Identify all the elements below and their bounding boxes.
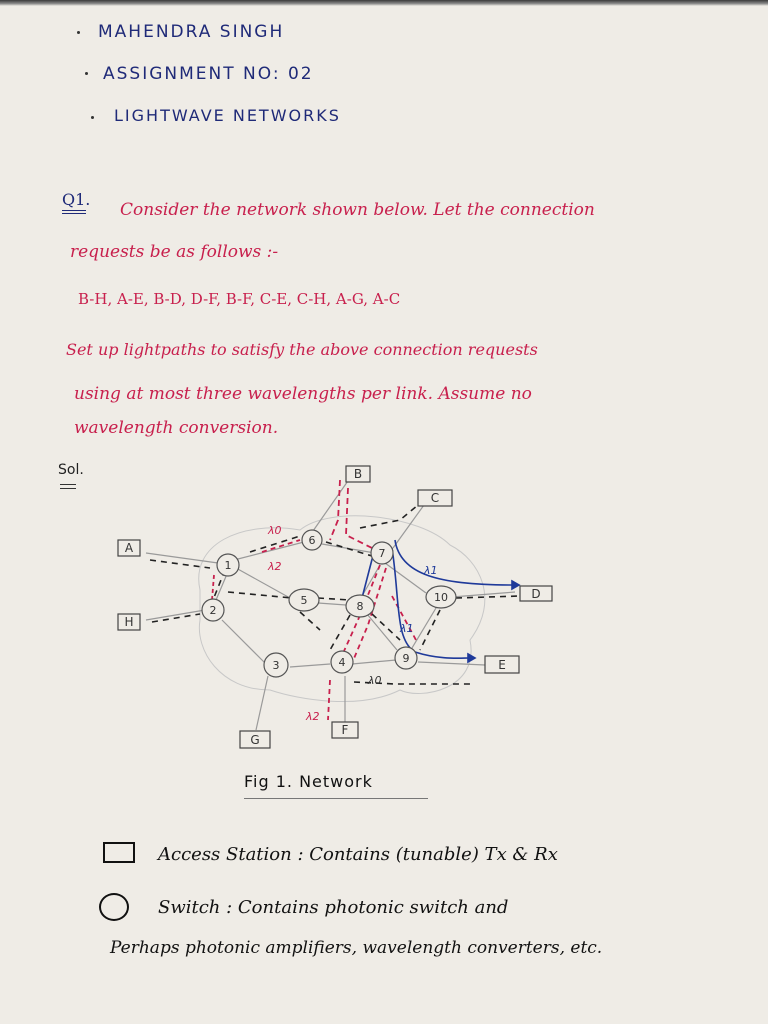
switch-8-label: 8 bbox=[356, 600, 364, 613]
student-name: MAHENDRA SINGH bbox=[98, 22, 285, 42]
link-6-b bbox=[313, 478, 350, 531]
link-1-6 bbox=[234, 542, 304, 560]
red-path-7-4b bbox=[350, 568, 386, 668]
black-path-2-5 bbox=[228, 592, 292, 598]
question-line-4: using at most three wavelengths per link. Assume no bbox=[74, 384, 532, 404]
caption-underline bbox=[244, 798, 428, 799]
station-h-label: H bbox=[124, 615, 134, 629]
question-line-3: Set up lightpaths to satisfy the above connection requests bbox=[66, 340, 538, 359]
lambda-2-bottom: λ2 bbox=[306, 710, 320, 723]
switch-1-label: 1 bbox=[224, 559, 232, 572]
link-5-8 bbox=[318, 603, 346, 605]
switch-description-continued: Perhaps photonic amplifiers, wavelength converters, etc. bbox=[110, 938, 603, 958]
link-9-e bbox=[418, 662, 485, 665]
blue-arrowhead-d bbox=[512, 581, 519, 589]
physical-links bbox=[146, 478, 515, 730]
question-label: Q1. bbox=[62, 190, 91, 209]
access-station-description: Access Station : Contains (tunable) Tx & Rx bbox=[158, 844, 558, 865]
black-path-6-7 bbox=[326, 542, 372, 556]
network-cloud-outline bbox=[199, 516, 485, 702]
question-line-1: Consider the network shown below. Let the connection bbox=[120, 200, 595, 220]
station-a-label: A bbox=[124, 541, 134, 555]
switch-5-label: 5 bbox=[300, 594, 308, 607]
black-path-5-8 bbox=[318, 598, 350, 600]
black-path-5-4 bbox=[300, 612, 320, 630]
figure-caption: Fig 1. Network bbox=[244, 772, 373, 791]
switch-9-label: 9 bbox=[402, 652, 410, 665]
lambda-1-upper: λ1 bbox=[424, 564, 438, 577]
station-c-label: C bbox=[430, 491, 440, 505]
connection-requests: B-H, A-E, B-D, D-F, B-F, C-E, C-H, A-G, A-C bbox=[78, 290, 401, 308]
link-a-1 bbox=[146, 553, 218, 563]
switch-7-label: 7 bbox=[378, 547, 386, 560]
blue-arrowhead-e bbox=[468, 654, 475, 662]
station-b-label: B bbox=[353, 467, 363, 481]
link-3-g bbox=[256, 676, 268, 730]
red-path-1-2 bbox=[212, 575, 214, 600]
link-4-9 bbox=[352, 660, 396, 664]
course-title: LIGHTWAVE NETWORKS bbox=[114, 106, 341, 125]
switch-symbol bbox=[99, 893, 129, 921]
link-1-2 bbox=[216, 574, 227, 600]
lambda-1-lower: λ1 bbox=[400, 622, 414, 635]
link-3-4 bbox=[290, 664, 330, 667]
lambda-2-mid: λ2 bbox=[268, 560, 282, 573]
switch-10-label: 10 bbox=[434, 591, 448, 604]
access-station-symbol bbox=[103, 842, 135, 863]
switch-6-label: 6 bbox=[308, 534, 316, 547]
station-g-label: G bbox=[250, 733, 260, 747]
red-path-4-f bbox=[328, 680, 330, 720]
assignment-number: ASSIGNMENT NO: 02 bbox=[103, 64, 314, 84]
red-path-1-6 bbox=[262, 540, 300, 552]
station-d-label: D bbox=[531, 587, 541, 601]
switch-4-label: 4 bbox=[338, 656, 346, 669]
red-path-b-down bbox=[330, 480, 340, 540]
solution-label: Sol. bbox=[58, 462, 84, 478]
link-7-8 bbox=[362, 565, 380, 596]
link-7-10 bbox=[385, 563, 426, 593]
station-f-label: F bbox=[341, 723, 349, 737]
station-labels bbox=[124, 467, 540, 747]
red-path-b-7 bbox=[346, 488, 380, 552]
link-2-3 bbox=[222, 620, 264, 662]
switch-3-label: 3 bbox=[272, 659, 280, 672]
lambda-0-top: λ0 bbox=[268, 524, 282, 537]
black-path-8-4 bbox=[330, 615, 350, 650]
switch-description: Switch : Contains photonic switch and bbox=[158, 897, 509, 918]
stations bbox=[118, 466, 552, 748]
lambda-0-bottom: λ0 bbox=[368, 674, 382, 687]
station-e-label: E bbox=[498, 658, 506, 672]
question-line-5: wavelength conversion. bbox=[74, 418, 279, 438]
question-line-2: requests be as follows :- bbox=[70, 242, 279, 262]
switch-2-label: 2 bbox=[209, 604, 217, 617]
